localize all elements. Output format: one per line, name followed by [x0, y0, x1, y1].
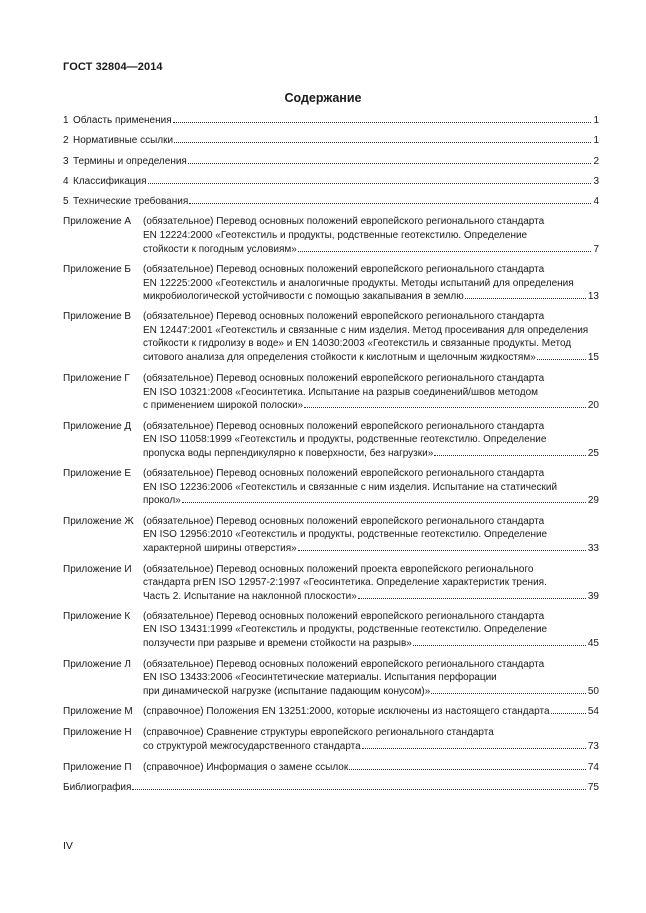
toc-line-text: со структурой межгосударственного стандарта	[143, 741, 361, 753]
toc-appendix-text	[143, 610, 599, 651]
toc-appendix-text	[143, 420, 599, 461]
toc-line-text: EN 12224:2000 «Геотекстиль и продукты, родственные геотекстилю. Определение	[143, 230, 528, 242]
toc-appendix-line	[143, 399, 599, 413]
toc-appendix-item[interactable]	[63, 310, 599, 364]
dot-leader	[298, 550, 586, 551]
toc-appendix-line	[143, 740, 599, 754]
toc-section-number: 4	[63, 175, 69, 187]
dot-leader	[304, 407, 586, 408]
toc-appendix-item[interactable]	[63, 263, 599, 304]
toc-appendix-item[interactable]	[63, 610, 599, 651]
toc-appendix-line	[143, 671, 599, 685]
page-number: IV	[63, 840, 73, 852]
toc-appendix-item[interactable]	[63, 215, 599, 256]
toc-appendix-line	[143, 386, 599, 400]
toc-appendix-line	[143, 310, 599, 324]
toc-appendix-label: Приложение Г	[63, 372, 130, 384]
toc-line-text: стойкости к погодным условиям»	[143, 243, 297, 255]
toc-line-text: (справочное) Информация о замене ссылок	[143, 761, 349, 773]
toc-line-text: EN ISO 11058:1999 «Геотекстиль и продукты, родственные геотекстилю. Определение	[143, 434, 547, 446]
toc-section-3[interactable]	[63, 155, 599, 169]
toc-line-text: EN 12225:2000 «Геотекстиль и аналогичные продукты. Методы испытаний для определения	[143, 277, 574, 289]
toc-appendix-line	[143, 658, 599, 672]
toc-appendix-line	[143, 685, 599, 699]
toc-page-number: 20	[587, 400, 599, 412]
toc-line-text: EN ISO 12236:2006 «Геотекстиль и связанные с ним изделия. Испытание на статический	[143, 481, 558, 493]
toc-appendix-item[interactable]	[63, 372, 599, 413]
toc-line-text: с применением широкой полоски»	[143, 400, 304, 412]
toc-appendix-line	[143, 243, 599, 257]
toc-line-text: EN ISO 13431:1999 «Геотекстиль и продукты, родственные геотекстилю. Определение	[143, 624, 548, 636]
toc-section-title: Классификация	[73, 175, 147, 187]
toc-appendix-line	[143, 420, 599, 434]
toc-appendix-label: Приложение Н	[63, 727, 132, 739]
toc-appendix-text	[143, 761, 599, 775]
page-title: Содержание	[284, 91, 362, 105]
toc-section-title: Нормативные ссылки	[73, 135, 174, 147]
toc-line-text: (обязательное) Перевод основных положений европейского регионального стандарта	[143, 658, 545, 670]
toc-appendix-item[interactable]	[63, 563, 599, 604]
toc-appendix-item[interactable]	[63, 726, 599, 753]
toc-appendix-line	[143, 542, 599, 556]
toc-section-number: 1	[63, 115, 69, 126]
toc-appendix-line	[143, 726, 599, 740]
toc-line-text: (справочное) Сравнение структуры европейского регионального стандарта	[143, 727, 494, 739]
toc-appendix-line	[143, 215, 599, 229]
toc-page-number: 1	[593, 115, 599, 126]
toc-page-number: 29	[587, 495, 599, 507]
toc-bibliography-label: Библиография	[63, 782, 132, 794]
toc-appendix-label: Приложение Ж	[63, 515, 134, 527]
toc-appendix-label: Приложение К	[63, 610, 131, 622]
toc-line-text: EN ISO 10321:2008 «Геосинтетика. Испытание на разрыв соединений/швов методом	[143, 386, 539, 398]
toc-line-text: EN 12447:2001 «Геотекстиль и связанные с ним изделия. Метод просеивания для определения	[143, 324, 589, 336]
toc-appendix-label: Приложение И	[63, 563, 132, 575]
toc-page-number: 33	[587, 542, 599, 554]
toc-appendix-text	[143, 215, 599, 256]
toc-appendix-line	[143, 528, 599, 542]
dot-leader	[298, 251, 592, 252]
toc-appendix-line	[143, 290, 599, 304]
toc-appendix-line	[143, 467, 599, 481]
toc-line-text: при динамической нагрузке (испытание падающим конусом)»	[143, 685, 431, 697]
dot-leader	[173, 122, 592, 123]
dot-leader	[551, 713, 586, 714]
toc-appendix-text	[143, 515, 599, 556]
toc-page-number: 2	[593, 155, 599, 167]
toc-page-number: 39	[587, 590, 599, 602]
dot-leader	[537, 359, 586, 360]
toc-line-text: (обязательное) Перевод основных положений европейского регионального стандарта	[143, 515, 545, 527]
toc-appendix-text	[143, 467, 599, 508]
toc-appendix-line	[143, 563, 599, 577]
toc-appendix-line	[143, 324, 599, 338]
toc-line-text: (обязательное) Перевод основных положений европейского регионального стандарта	[143, 264, 545, 276]
dot-leader	[434, 455, 586, 456]
toc-appendix-line	[143, 637, 599, 651]
toc-appendix-line	[143, 761, 599, 775]
toc-line-text: ситового анализа для определения стойкости к кислотным и щелочным жидкостям»	[143, 351, 536, 363]
toc-line-text: EN ISO 12956:2010 «Геотекстиль и продукты, родственные геотекстилю. Определение	[143, 529, 548, 541]
toc-appendix-text	[143, 372, 599, 413]
dot-leader	[465, 298, 586, 299]
document-header-standard: ГОСТ 32804—2014	[63, 61, 163, 73]
toc-line-text: характерной ширины отверстия»	[143, 542, 297, 554]
toc-page-number: 15	[587, 351, 599, 363]
toc-appendix-item[interactable]	[63, 705, 599, 719]
toc-line-text: (обязательное) Перевод основных положений европейского регионального стандарта	[143, 311, 545, 323]
toc-page-number: 4	[593, 196, 599, 208]
toc-line-text: стойкости к гидролизу в воде» и EN 14030:2003 «Геотекстиль и связанные продукты. Метод	[143, 338, 572, 350]
toc-appendix-line	[143, 610, 599, 624]
toc-line-text: EN ISO 13433:2006 «Геосинтетические материалы. Испытания перфорации	[143, 672, 497, 684]
toc-appendix-label: Приложение В	[63, 311, 132, 323]
toc-appendix-item[interactable]	[63, 515, 599, 556]
dot-leader	[362, 748, 586, 749]
toc-section-2[interactable]	[63, 134, 599, 148]
toc-appendix-label: Приложение М	[63, 706, 133, 718]
toc-section-number: 2	[63, 135, 69, 147]
toc-line-text: (обязательное) Перевод основных положений проекта европейского регионального	[143, 563, 534, 575]
toc-line-text: стандарта prEN ISO 12957-2:1997 «Геосинтетика. Определение характеристик трения.	[143, 577, 547, 589]
dot-leader	[132, 789, 585, 790]
toc-appendix-line	[143, 351, 599, 365]
table-of-contents	[63, 114, 599, 795]
toc-appendix-text	[143, 726, 599, 753]
toc-appendix-line	[143, 623, 599, 637]
toc-appendix-line	[143, 590, 599, 604]
toc-section-number: 3	[63, 155, 69, 167]
toc-line-text: (обязательное) Перевод основных положений европейского регионального стандарта	[143, 216, 545, 228]
toc-appendix-line	[143, 263, 599, 277]
toc-appendix-item[interactable]	[63, 761, 599, 775]
toc-line-text: прокол»	[143, 495, 181, 507]
toc-appendix-text	[143, 658, 599, 699]
toc-appendix-label: Приложение Е	[63, 467, 132, 479]
toc-page-number: 54	[587, 706, 599, 718]
toc-appendix-item[interactable]	[63, 658, 599, 699]
toc-page-number: 3	[593, 175, 599, 187]
toc-appendix-item[interactable]	[63, 420, 599, 461]
dot-leader	[431, 693, 586, 694]
dot-leader	[358, 598, 586, 599]
toc-appendix-line	[143, 515, 599, 529]
toc-line-text: (справочное) Положения EN 13251:2000, которые исключены из настоящего стандарта	[143, 706, 550, 718]
toc-page-number: 7	[593, 243, 599, 255]
toc-section-title: Область применения	[73, 115, 172, 126]
toc-appendix-item[interactable]	[63, 467, 599, 508]
toc-sections	[63, 114, 599, 209]
toc-line-text: пропуска воды перпендикулярно к поверхности, без нагрузки»	[143, 447, 434, 459]
toc-line-text: микробиологической устойчивости с помощью закапывания в землю	[143, 291, 464, 303]
toc-appendices	[63, 215, 599, 774]
toc-appendix-text	[143, 563, 599, 604]
toc-appendix-line	[143, 481, 599, 495]
toc-page-number: 73	[587, 741, 599, 753]
toc-appendix-label: Приложение Д	[63, 420, 132, 432]
dot-leader	[189, 203, 591, 204]
toc-line-text: (обязательное) Перевод основных положений европейского регионального стандарта	[143, 467, 545, 479]
toc-page-number: 50	[587, 685, 599, 697]
toc-line-text: Часть 2. Испытание на наклонной плоскости»	[143, 590, 357, 602]
dot-leader	[148, 183, 592, 184]
toc-line-text: ползучести при разрыве и времени стойкости на разрыв»	[143, 638, 412, 650]
dot-leader	[349, 769, 586, 770]
dot-leader	[174, 142, 591, 143]
toc-appendix-label: Приложение П	[63, 761, 132, 773]
toc-section-5[interactable]	[63, 195, 599, 209]
toc-section-title: Термины и определения	[73, 155, 187, 167]
toc-bibliography[interactable]	[63, 781, 599, 795]
dot-leader	[188, 163, 592, 164]
dot-leader	[182, 502, 586, 503]
toc-page-number: 13	[587, 291, 599, 303]
toc-page-number: 25	[587, 447, 599, 459]
toc-section-number: 5	[63, 196, 69, 208]
toc-page-number: 75	[587, 782, 599, 794]
toc-page-number: 74	[587, 761, 599, 773]
toc-section-4[interactable]	[63, 175, 599, 189]
toc-page-number: 1	[593, 135, 599, 147]
toc-appendix-label: Приложение А	[63, 216, 132, 228]
toc-appendix-label: Приложение Л	[63, 658, 131, 670]
toc-line-text: (обязательное) Перевод основных положений европейского регионального стандарта	[143, 372, 545, 384]
toc-appendix-text	[143, 705, 599, 719]
toc-appendix-line	[143, 229, 599, 243]
toc-appendix-line	[143, 337, 599, 351]
toc-appendix-label: Приложение Б	[63, 264, 131, 276]
toc-line-text: (обязательное) Перевод основных положений европейского регионального стандарта	[143, 610, 545, 622]
toc-appendix-line	[143, 576, 599, 590]
toc-appendix-line	[143, 433, 599, 447]
dot-leader	[413, 645, 586, 646]
toc-page-number: 45	[587, 638, 599, 650]
toc-appendix-text	[143, 310, 599, 364]
toc-section-1[interactable]	[63, 114, 599, 128]
toc-appendix-line	[143, 447, 599, 461]
toc-appendix-text	[143, 263, 599, 304]
toc-appendix-line	[143, 277, 599, 291]
toc-line-text: (обязательное) Перевод основных положений европейского регионального стандарта	[143, 420, 545, 432]
toc-appendix-line	[143, 372, 599, 386]
toc-appendix-line	[143, 705, 599, 719]
toc-appendix-line	[143, 494, 599, 508]
toc-section-title: Технические требования	[73, 196, 189, 208]
